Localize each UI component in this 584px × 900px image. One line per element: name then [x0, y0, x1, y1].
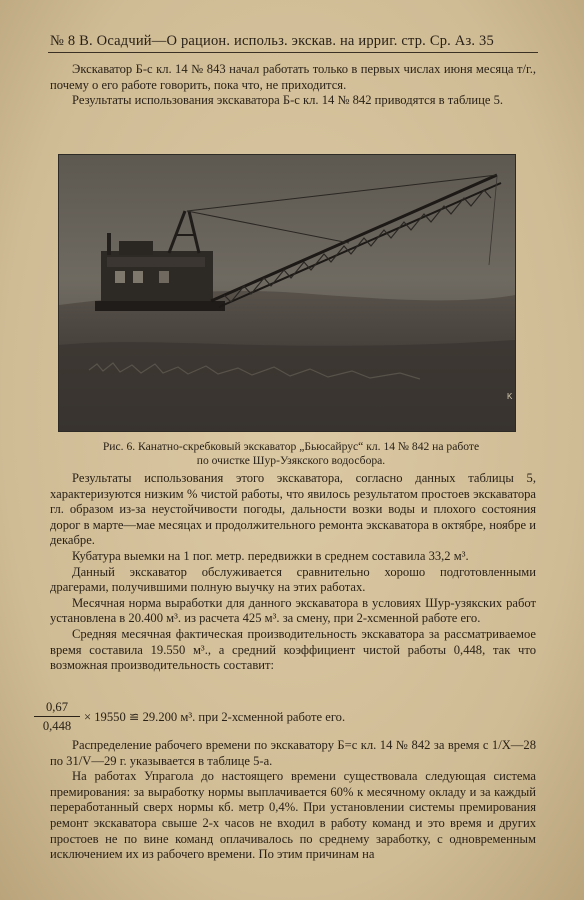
excavator-photo-illustration [59, 155, 515, 431]
text-block-middle [50, 471, 536, 674]
paragraph-4: Кубатура выемки на 1 пог. метр. передвижки в среднем составила 33,2 м³. [72, 548, 469, 563]
formula-fraction [34, 700, 80, 733]
productivity-formula [34, 700, 514, 734]
paragraph-5: Данный экскаватор обслуживается сравнительно хорошо подготовленными драгерами, получившими полную выучку на этих работах. [50, 564, 536, 595]
running-header: № 8 В. Осадчий—О рацион. использ. экскав. на ирриг. стр. Ср. Аз. 35 [50, 33, 494, 49]
formula-numerator: 0,67 [45, 700, 69, 714]
svg-text:K: K [507, 392, 513, 401]
paragraph-3: Результаты использования этого экскаватора, согласно данных таблицы 5, характеризуются низким % чистой работы, что явилось результатом простоев экскаватора гл. образом из-за неустойчивости погоды, дальности возки воды и плохого состояния дорог в марте—мае месяцах и продолжительного ремонта экскаватора в октябре, ноябре и декабре. [50, 471, 536, 548]
formula-denominator: 0,448 [42, 719, 72, 733]
paragraph-9: На работах Упрагола до настоящего времени существовала следующая система премирования: за выработку нормы выплачивается 60% к месячному окладу и за каждый переработанный сверх нормы кб. метр 0,4%. При установлении системы премирования ремонт экскаватора свыше 2-х часов не входил в работу команд и это время и других простоев не по вине команд оплачивалось по среднему заработку, с одновременным исключением их из рабочего времени. По этим причинам на [50, 769, 536, 862]
paragraph-6: Месячная норма выработки для данного экскаватора в условиях Шур-узякских работ установлена в 20.400 м³. из расчета 425 м³. за смену, при 2-хсменной работе его. [50, 595, 536, 626]
paragraph-1: Экскаватор Б-с кл. 14 № 843 начал работать только в первых числах июня месяца т/г., почему о его работе говорить, пока что, не приходится. [50, 62, 536, 92]
formula-expression: × 19550 ≌ 29.200 м³. при 2-хсменной работе его. [84, 710, 346, 724]
text-block-bottom [50, 738, 536, 863]
caption-line-2: по очистке Шур-Узякского водосбора. [196, 454, 386, 467]
paragraph-8: Распределение рабочего времени по экскаватору Б=с кл. 14 № 842 за время с 1/X—28 по 31/V—29 г. указывается в таблице 5-а. [50, 738, 536, 768]
header-rule [48, 52, 538, 53]
paragraph-2: Результаты использования экскаватора Б-с кл. 14 № 842 приводятся в таблице 5. [72, 93, 504, 108]
fraction-bar [34, 716, 80, 717]
text-block-top [50, 62, 536, 109]
excavator-photo [58, 154, 516, 432]
figure-caption [56, 440, 526, 468]
paragraph-7: Средняя месячная фактическая производительность экскаватора за рассматриваемое время составила 19.550 м³., а средний коэффициент чистой работы 0,448, так что возможная производительность составит: [50, 626, 536, 673]
caption-line-1: Рис. 6. Канатно-скребковый экскаватор „Бьюсайрус“ кл. 14 № 842 на работе [102, 440, 480, 453]
